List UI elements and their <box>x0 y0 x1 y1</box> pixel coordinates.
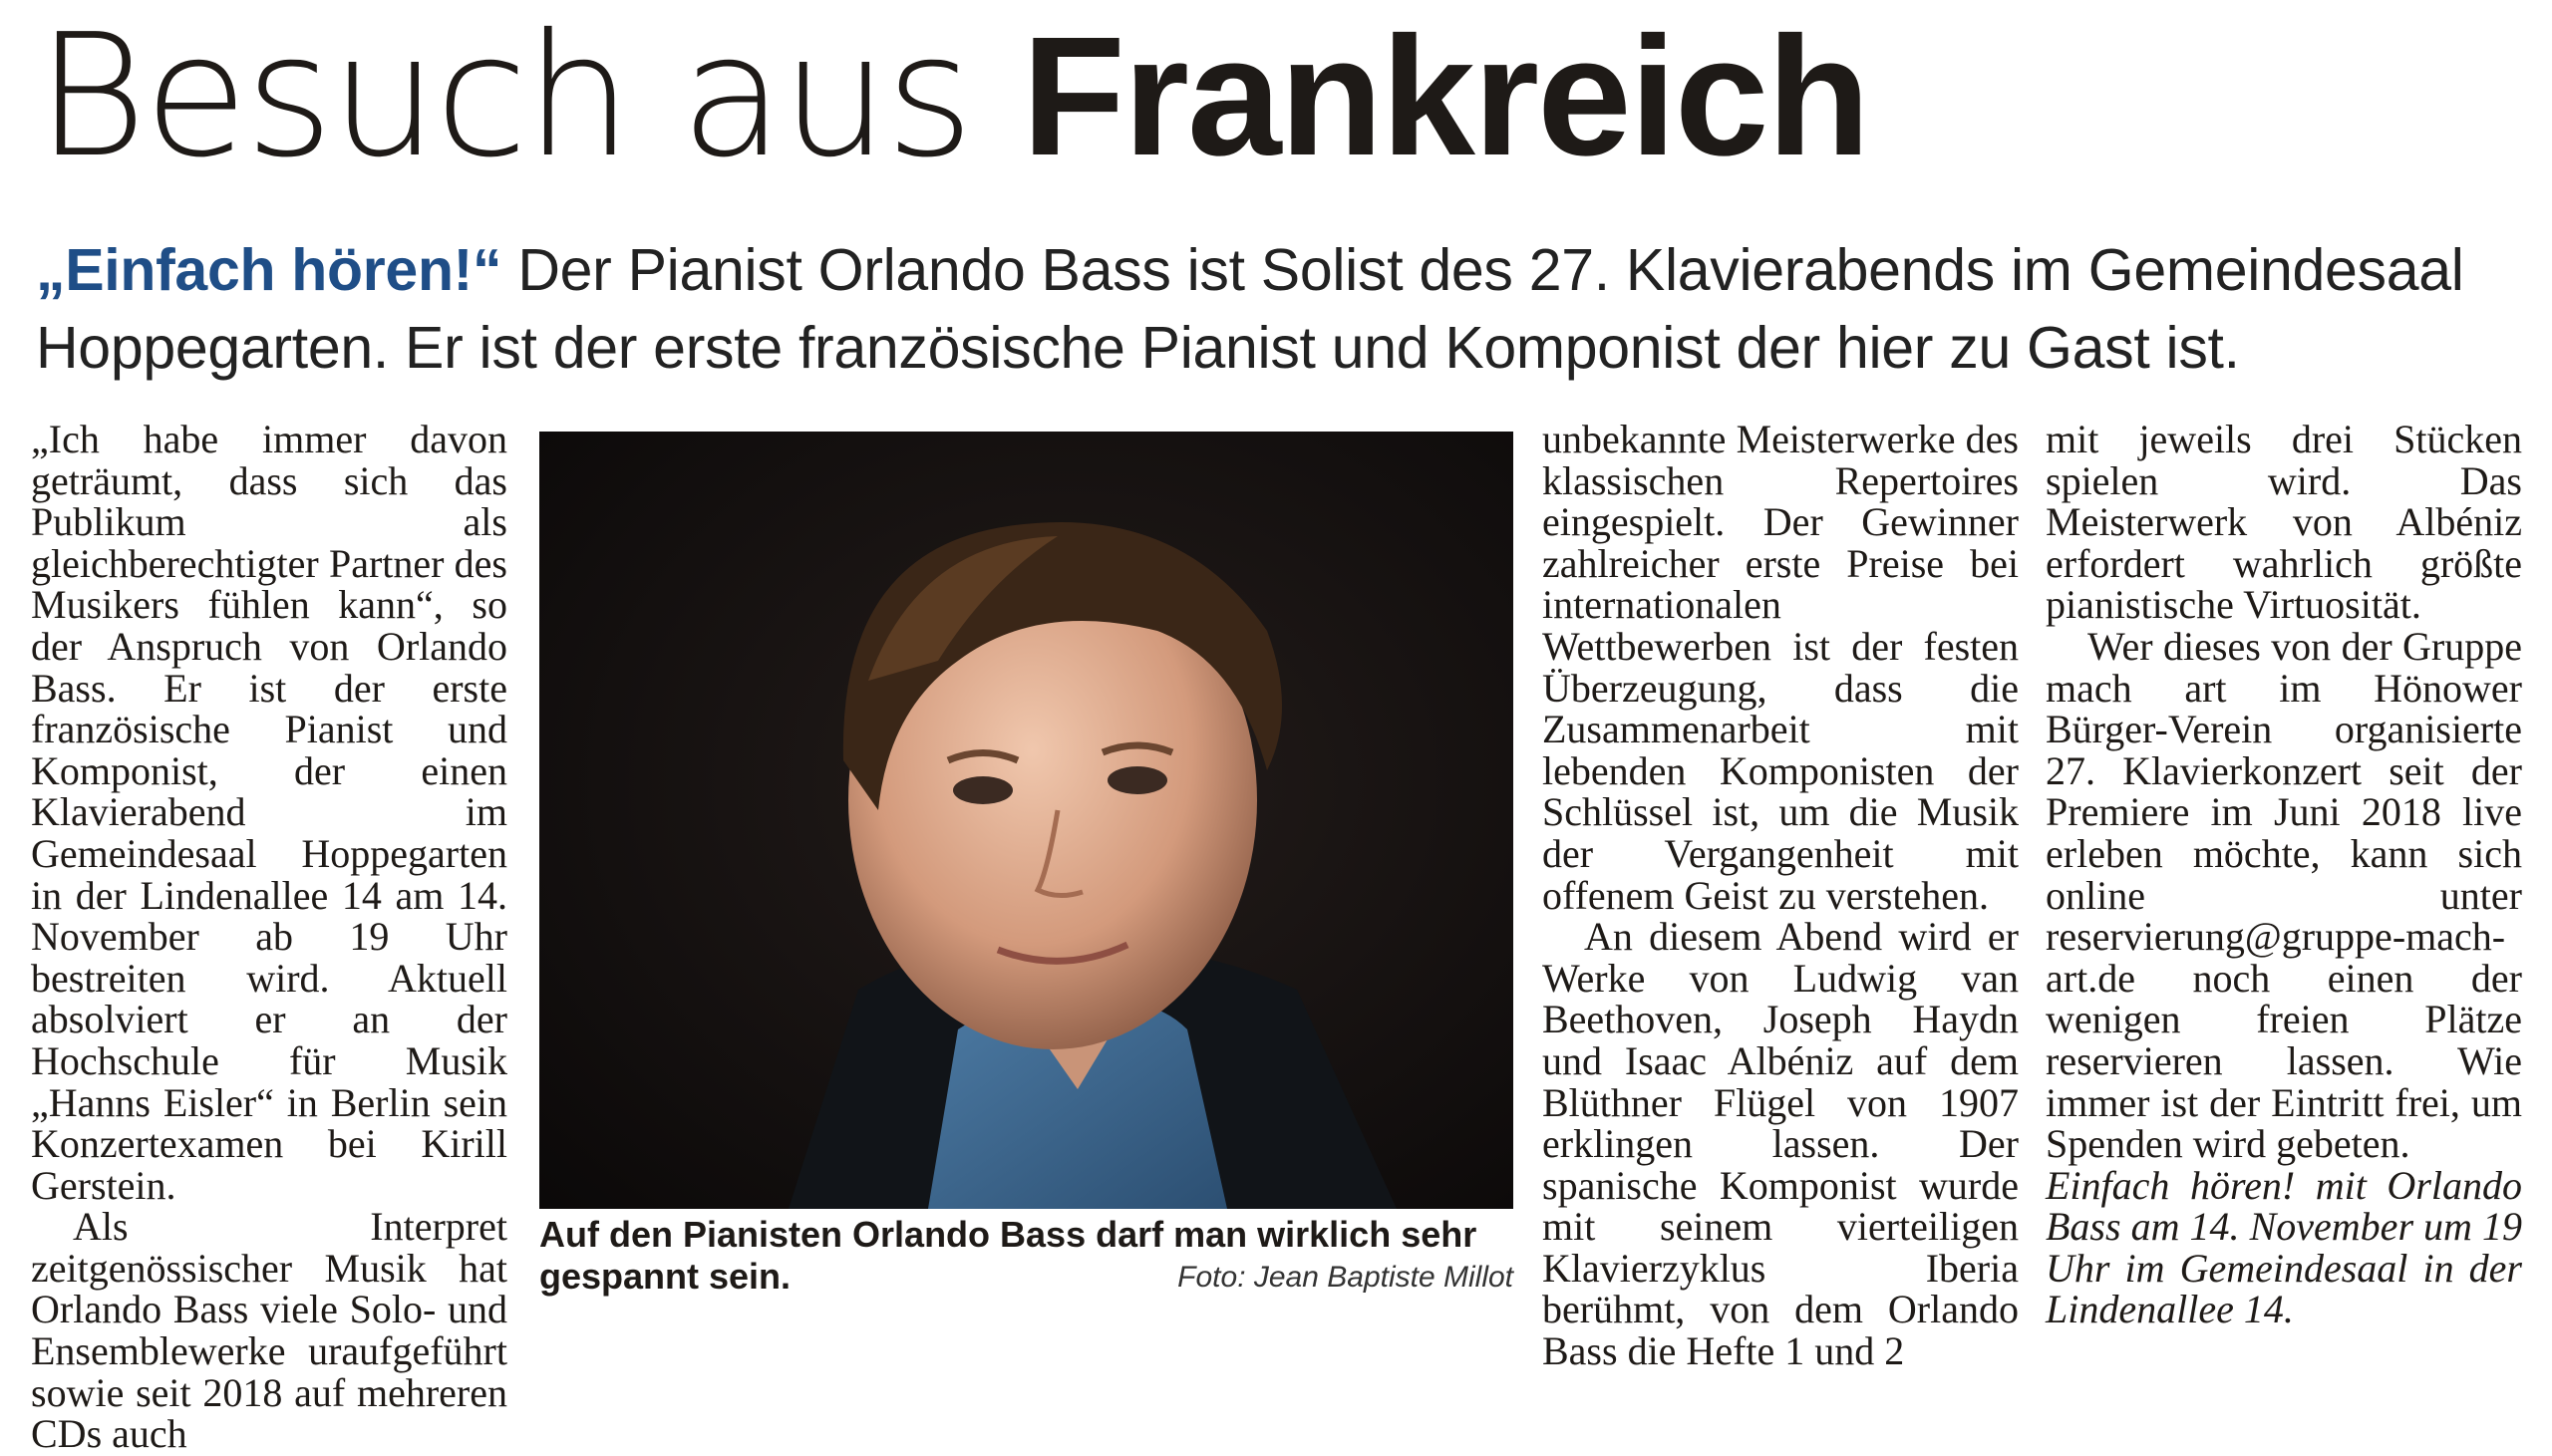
column3-paragraph-2: An diesem Abend wird er Werke von Ludwig van Beethoven, Joseph Haydn und Isaac Albéniz auf dem Blüthner Flügel von 1907 erklingen lassen. Der spanische Komponist wurde mit seinem vierteiligen Klavierzyklus Iberia berühmt, von dem Orlando Bass die Hefte 1 und 2 <box>1542 914 2019 1374</box>
column4-paragraph-1: mit jeweils drei Stücken spielen wird. Das Meisterwerk von Albéniz erfordert wahrlich größte pianistische Virtuosität. <box>2046 417 2522 628</box>
caption-text: Auf den Pianisten Orlando Bass darf man wirklich sehr gespannt sein. <box>539 1214 1477 1297</box>
lead-paragraph <box>36 231 2528 387</box>
column4-closing <box>2046 1162 2522 1332</box>
column1-paragraph-2: Als Interpret zeitgenössischer Musik hat Orlando Bass viele Solo- und Ensemblewerke uraufgeführt sowie seit 2018 auf mehreren CDs auch <box>31 1204 507 1456</box>
closing-italic: Einfach hören! mit Orlando Bass am 14. November um 19 Uhr im Gemeindesaal in der Lindenallee 14. <box>2046 1162 2522 1332</box>
headline-bold: Frankreich <box>1022 2 1869 191</box>
article-column-4 <box>2046 419 2522 1330</box>
lead-kicker: „Einfach hören!“ <box>36 237 502 303</box>
article-column-3 <box>1542 419 2019 1372</box>
column3-paragraph-1: unbekannte Meisterwerke des klassischen Repertoires eingespielt. Der Gewinner zahlreicher erste Preise bei internationalen Wettbewerben ist der festen Überzeugung, dass die Zusammenarbeit mit lebenden Komponisten der Schlüssel ist, um die Musik der Vergangenheit mit offenem Geist zu verstehen. <box>1542 417 2019 918</box>
portrait-image <box>539 432 1513 1209</box>
column1-paragraph-1: „Ich habe immer davon geträumt, dass sich das Publikum als gleichberechtigter Partner des Musikers fühlen kann“, so der Anspruch von Orlando Bass. Er ist der erste französische Pianist und Komponist, der einen Klavierabend im Gemeindesaal Hoppegarten in der Lindenallee 14 am 14. November ab 19 Uhr bestreiten wird. Aktuell absolviert er an der Hochschule für Musik „Hanns Eisler“ in Berlin sein Konzertexamen bei Kirill Gerstein. <box>31 417 507 1208</box>
headline <box>36 0 1868 195</box>
lead-text: Der Pianist Orlando Bass ist Solist des 27. Klavierabends im Gemeindesaal Hoppegarten. Er ist der erste französische Pianist und Komponist der hier zu Gast ist. <box>36 237 2464 381</box>
column4-paragraph-2: Wer dieses von der Gruppe mach art im Hönower Bürger-Verein organisierte 27. Klavierkonzert seit der Premiere im Juni 2018 live erleben möchte, kann sich online unter reservierung@gruppe-mach-art.de noch einen der wenigen freien Plätze reservieren lassen. Wie immer ist der Eintritt frei, um Spenden wird gebeten. <box>2046 623 2522 1167</box>
pianist-photo <box>539 432 1513 1209</box>
headline-light: Besuch aus <box>36 0 1022 195</box>
photo-credit: Foto: Jean Baptiste Millot <box>1177 1261 1513 1294</box>
article-column-1 <box>31 419 507 1455</box>
